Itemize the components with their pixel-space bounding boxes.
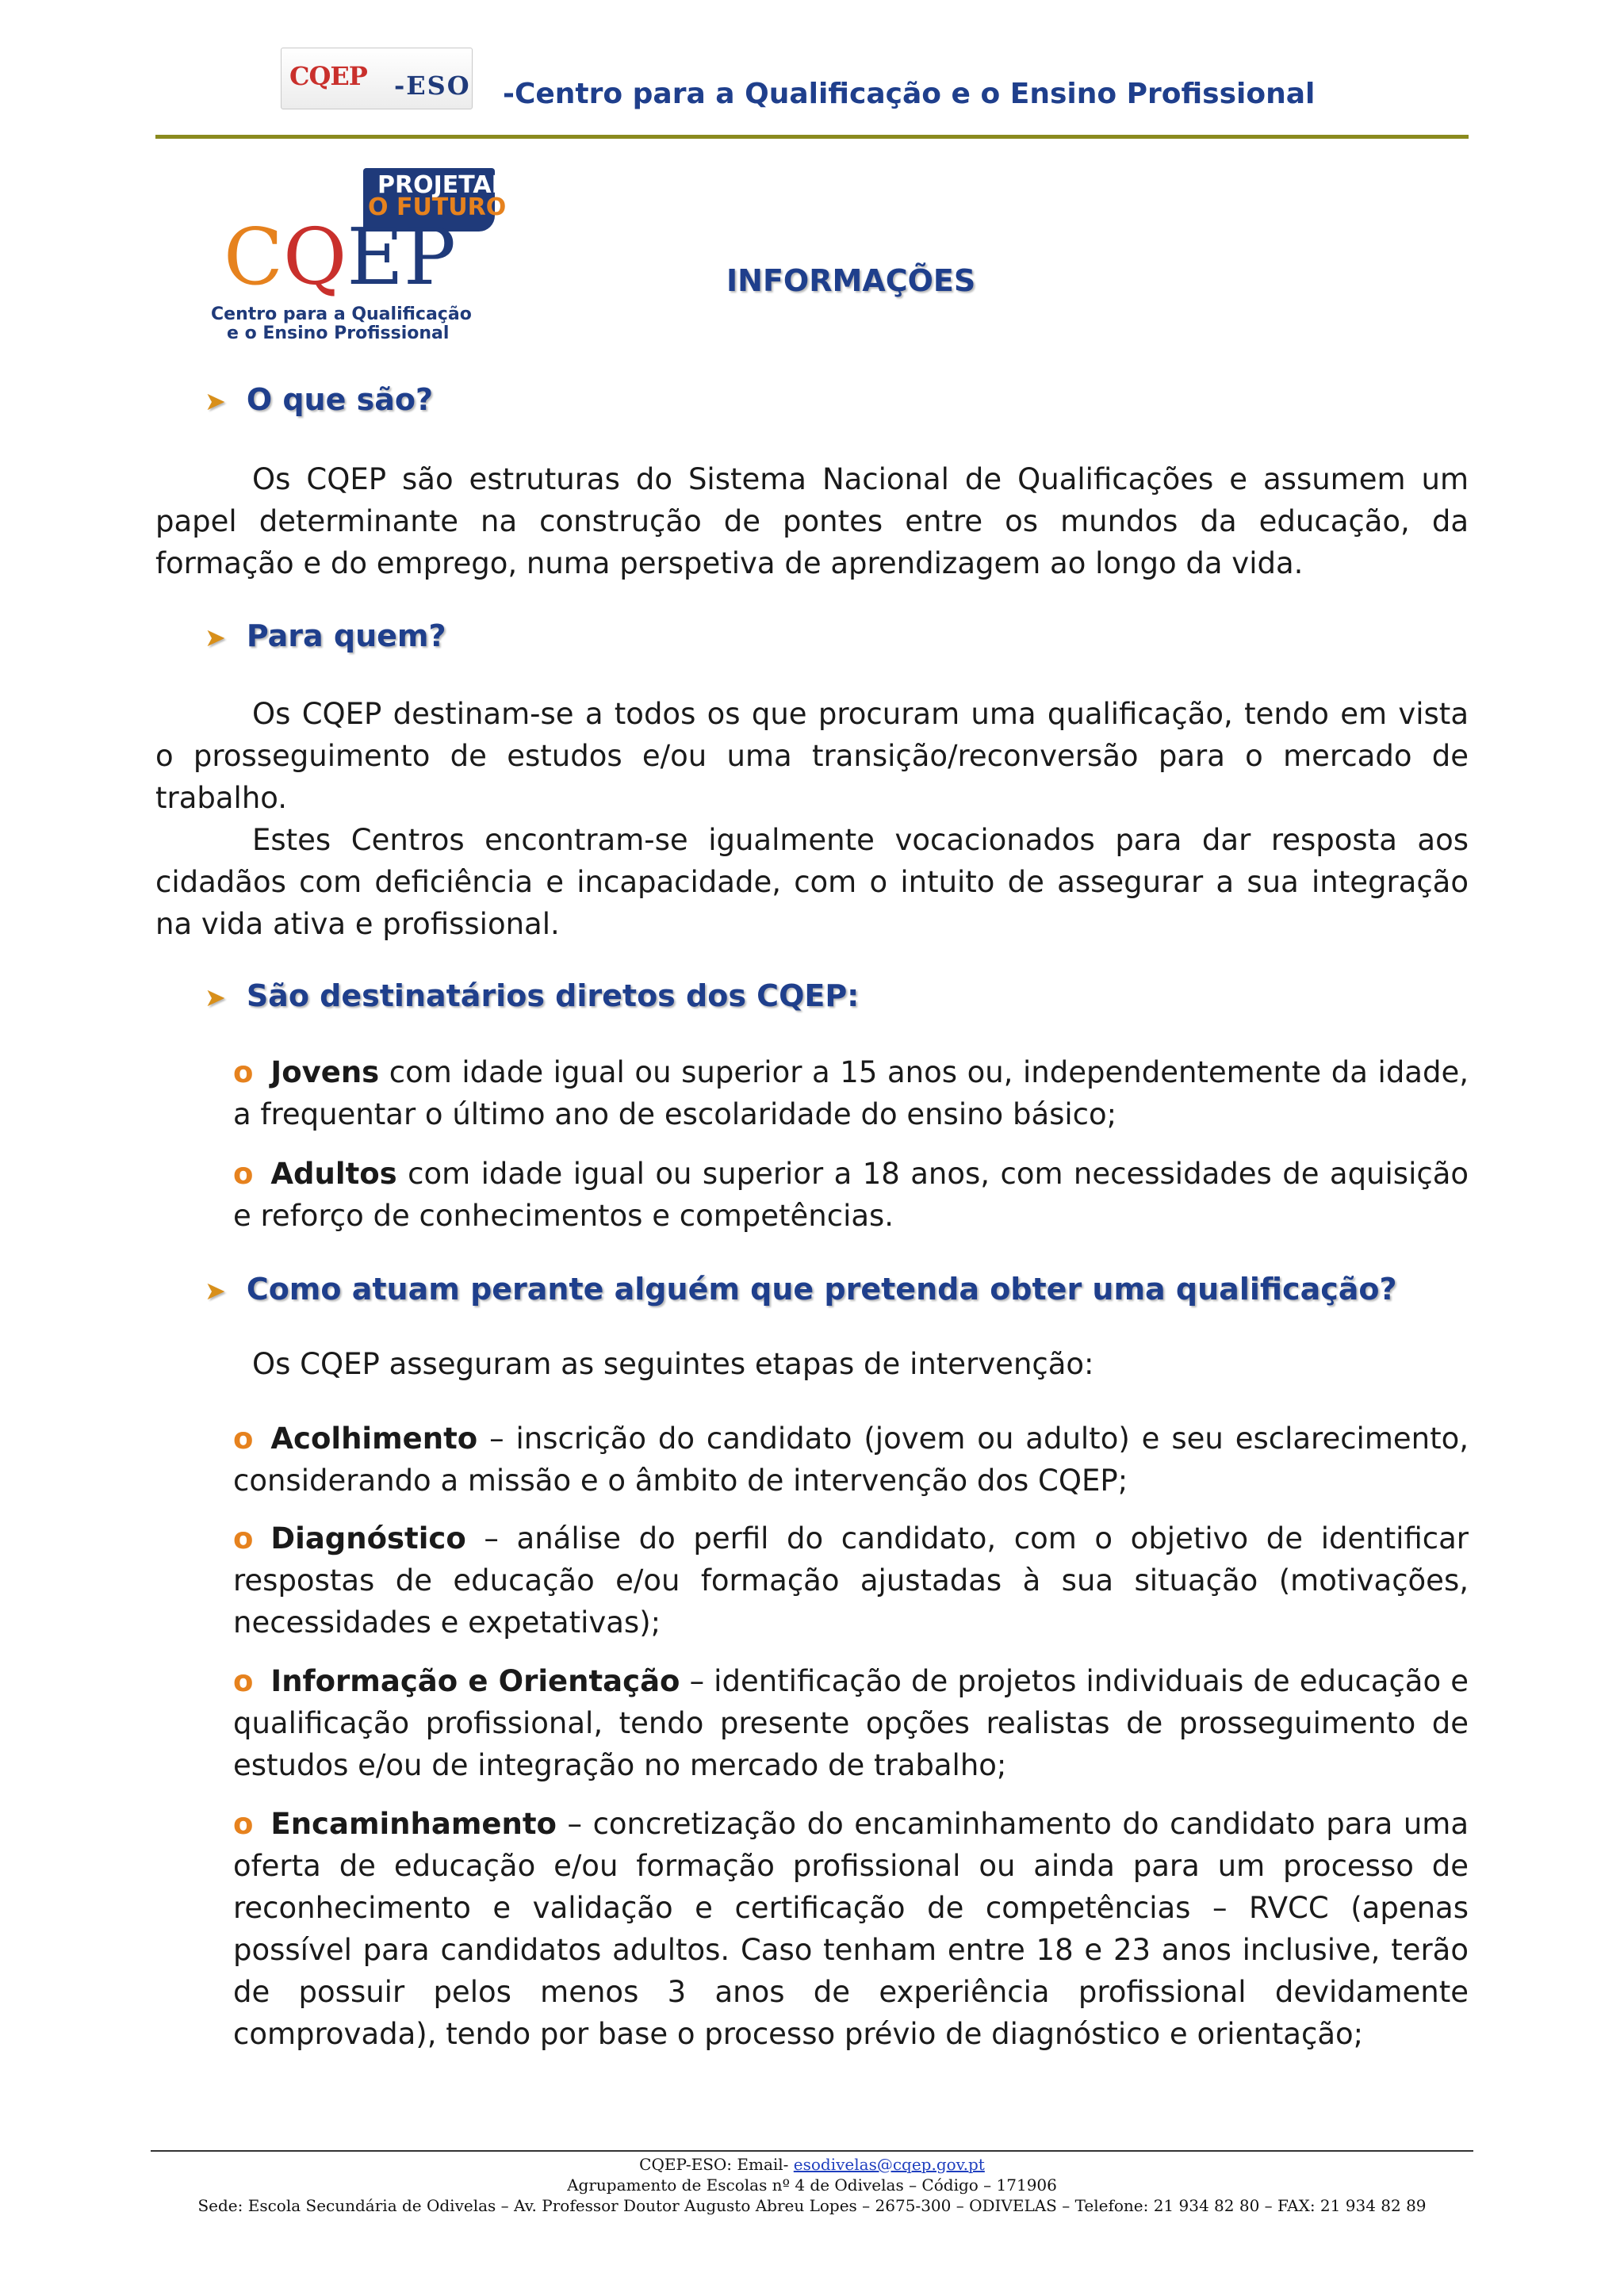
list-item-text: – inscrição do candidato (jovem ou adulto) e seu esclarecimento, considerando a missão e o âmbito de intervenção dos CQEP; — [233, 1422, 1469, 1498]
list-item-term: Informação e Orientação — [270, 1664, 680, 1698]
arrow-bullet-icon: ➤ — [205, 1276, 226, 1306]
list-item-text: – concretização do encaminhamento do candidato para uma oferta de educação e/ou formação profissional ou ainda para um processo de reconhecimento e validação e certificação de competências – RVCC (apenas possível para candidatos adultos. Caso tenham entre 18 e 23 anos inclusive, terão de possuir pelos menos 3 anos de experiência profissional devidamente comprovada), tendo por base o processo prévio de diagnóstico e orientação; — [233, 1807, 1469, 2051]
arrow-bullet-icon: ➤ — [205, 622, 226, 652]
paragraph-text: Estes Centros encontram-se igualmente vocacionados para dar resposta aos cidadãos com deficiência e incapacidade, com o intuito de assegurar a sua integração na vida ativa e profissional. — [155, 823, 1469, 941]
circle-bullet-icon: o — [233, 1664, 254, 1698]
footer-line-3: Sede: Escola Secundária de Odivelas – Av. Professor Doutor Augusto Abreu Lopes – 2675-300 – ODIVELAS – Telefone: 21 934 82 80 – FAX: 21 934 82 89 — [197, 2196, 1427, 2215]
paragraph-intro: Os CQEP asseguram as seguintes etapas de intervenção: — [252, 1347, 1094, 1381]
footer-divider — [151, 2150, 1473, 2152]
o-futuro-text: O FUTURO — [368, 193, 507, 221]
circle-bullet-icon: o — [233, 1422, 254, 1456]
heading-o-que-sao — [205, 382, 433, 417]
heading-destinatarios — [205, 978, 859, 1013]
list-item — [233, 1803, 1469, 2055]
list-item-text: com idade igual ou superior a 15 anos ou, independentemente da idade, a frequentar o último ano de escolaridade do ensino básico; — [233, 1055, 1469, 1131]
list-item — [233, 1153, 1469, 1237]
heading-para-quem — [205, 618, 446, 653]
footer-line-2: Agrupamento de Escolas nº 4 de Odivelas – Código – 171906 — [567, 2175, 1057, 2195]
heading-text: São destinatários diretos dos CQEP: — [246, 978, 860, 1013]
logo-subtitle-1: Centro para a Qualificação — [211, 304, 472, 324]
paragraph — [155, 693, 1469, 819]
paragraph — [155, 458, 1469, 584]
list-item-term: Encaminhamento — [270, 1807, 557, 1841]
header-divider — [155, 135, 1469, 139]
logo-letter-q: Q — [282, 212, 347, 303]
header-logo-eso: -ESO — [394, 71, 471, 101]
cqep-logo-mark — [224, 212, 456, 303]
list-item-text: com idade igual ou superior a 18 anos, com necessidades de aquisição e reforço de conhecimentos e competências. — [233, 1157, 1469, 1233]
list-item — [233, 1418, 1469, 1502]
footer-email-link[interactable]: esodivelas@cqep.gov.pt — [793, 2155, 985, 2174]
list-item-term: Adultos — [270, 1157, 397, 1191]
header-logo — [281, 48, 473, 109]
circle-bullet-icon: o — [233, 1055, 254, 1089]
logo-letters-ep: EP — [347, 212, 456, 303]
list-item-text: – análise do perfil do candidato, com o objetivo de identificar respostas de educação e/ou formação ajustadas à sua situação (motivações, necessidades e expetativas); — [233, 1521, 1469, 1640]
list-item-text: – identificação de projetos individuais de educação e qualificação profissional, tendo presente opções realistas de prosseguimento de estudos e/ou de integração no mercado de trabalho; — [233, 1664, 1469, 1782]
header-logo-cqep: CQEP — [289, 61, 367, 91]
document-title: INFORMAÇÕES — [726, 263, 976, 298]
logo-subtitle-2: e o Ensino Profissional — [227, 323, 450, 343]
paragraph — [155, 819, 1469, 945]
list-item — [233, 1051, 1469, 1135]
list-item — [233, 1660, 1469, 1786]
arrow-bullet-icon: ➤ — [205, 386, 226, 416]
circle-bullet-icon: o — [233, 1157, 254, 1191]
projetar-text: PROJETAR — [377, 171, 510, 199]
heading-como-atuam — [205, 1272, 1397, 1307]
list-item-term: Acolhimento — [270, 1422, 478, 1456]
arrow-bullet-icon: ➤ — [205, 982, 226, 1012]
footer-line-1 — [0, 2155, 1624, 2174]
list-item-term: Jovens — [270, 1055, 380, 1089]
footer-email-label: CQEP-ESO: Email- — [639, 2155, 794, 2174]
list-item-term: Diagnóstico — [270, 1521, 466, 1556]
heading-text: Como atuam perante alguém que pretenda obter uma qualificação? — [246, 1272, 1397, 1307]
list-item — [233, 1517, 1469, 1644]
circle-bullet-icon: o — [233, 1521, 254, 1556]
logo-letter-c: C — [224, 212, 283, 303]
paragraph-text: Os CQEP destinam-se a todos os que procuram uma qualificação, tendo em vista o prosseguimento de estudos e/ou uma transição/reconversão para o mercado de trabalho. — [155, 697, 1469, 815]
paragraph-text: Os CQEP são estruturas do Sistema Nacional de Qualificações e assumem um papel determinante na construção de pontes entre os mundos da educação, da formação e do emprego, numa perspetiva de aprendizagem ao longo da vida. — [155, 462, 1469, 580]
heading-text: O que são? — [246, 382, 434, 417]
heading-text: Para quem? — [246, 618, 446, 653]
header-title: -Centro para a Qualificação e o Ensino Profissional — [503, 78, 1316, 110]
circle-bullet-icon: o — [233, 1807, 254, 1841]
